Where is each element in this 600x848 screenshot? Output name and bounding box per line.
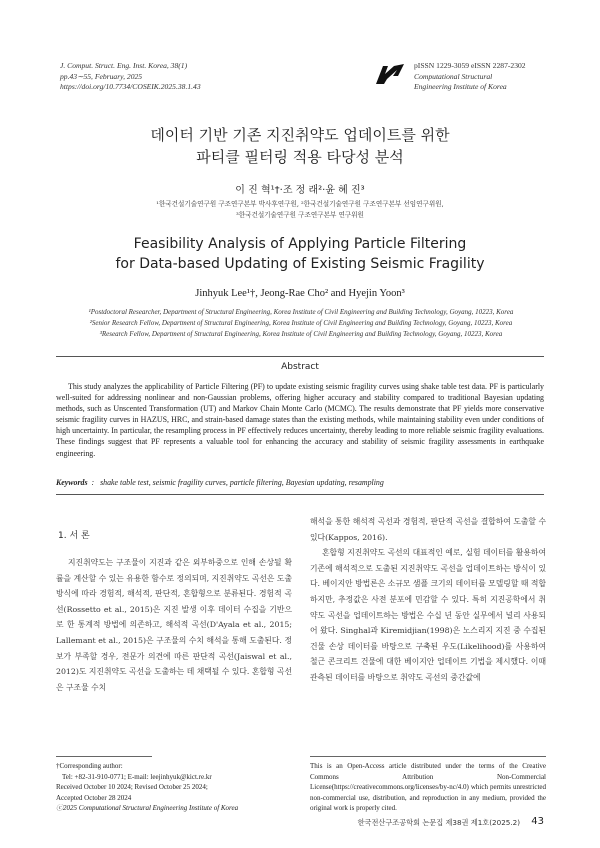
publisher-line: Engineering Institute of Korea (414, 82, 507, 91)
title-line: 파티클 필터링 적용 타당성 분석 (196, 148, 404, 166)
title-korean (0, 124, 600, 168)
affiliation-line: ¹한국건설기술연구원 구조연구본부 박사후연구원, ²한국건설기술연구원 구조연구본부 선임연구위원, (156, 200, 444, 208)
publisher-line: Computational Structural (414, 71, 493, 81)
coseik-logo-icon (374, 62, 406, 86)
keywords-text: shake table test, seismic fragility curves, particle filtering, Bayesian updating, resampling (100, 478, 384, 487)
footnote-rule (310, 756, 546, 757)
affiliation-line: ¹Postdoctoral Researcher, Department of Structural Engineering, Korea Institute of Civil Engineering and Building Technology, Goyang, 10223, Korea (88, 308, 514, 316)
affiliation-line: ³한국건설기술연구원 구조연구본부 연구위원 (236, 211, 364, 219)
body-column-right (310, 514, 546, 686)
body-column-left (56, 555, 292, 695)
journal-issn (414, 61, 564, 93)
abstract-top-rule (56, 356, 544, 357)
authors-korean: 이 진 혁¹†·조 정 래²·윤 혜 진³ (235, 185, 365, 196)
citation-line: J. Comput. Struct. Eng. Inst. Korea, 38(1) (60, 61, 188, 70)
title-line: Feasibility Analysis of Applying Particle Filtering (133, 236, 467, 252)
affiliations-korean (0, 199, 600, 221)
issn-line: pISSN 1229-3059 eISSN 2287-2302 (414, 61, 526, 70)
footnote-line: Accepted October 28 2024 (56, 793, 132, 802)
doi-link[interactable]: https://doi.org/10.7734/COSEIK.2025.38.1.43 (60, 82, 201, 91)
footnote-contact: Tel: +82-31-910-0771; E-mail: leejinhyuk@kict.re.kr (62, 772, 212, 781)
page-number: 43 (531, 816, 544, 827)
footnote-line: Received October 10 2024; Revised October 25 2024; (56, 783, 208, 792)
keywords (56, 478, 544, 487)
authors-english: Jinhyuk Lee¹†, Jeong-Rae Cho² and Hyejin Yoon³ (195, 288, 405, 299)
abstract-heading: Abstract (281, 362, 319, 372)
citation-line: pp.43∼55, February, 2025 (60, 71, 143, 81)
section-heading-introduction: 1. 서 론 (58, 531, 90, 541)
paragraph: 해석을 통한 해석적 곡선과 경험적, 판단적 곡선을 결합하여 도출할 수 있다(Kappos, 2016). (310, 517, 546, 542)
footnote-line: †Corresponding author: (56, 762, 123, 770)
paragraph: 혼합형 지진취약도 곡선의 대표적인 예로, 실험 데이터를 활용하여 기존에 해석적으로 도출된 지진취약도 곡선을 업데이트하는 방식이 있다. 베이지안 방법론은 소규모 샘플 크기의 데이터를 모델링할 때 적합하지만, 추정값은 사전 분포에 민감할 수 있다. 특히 지진공학에서 취약도 곡선을 업데이트하는 방법은 수십 년 동안 실무에서 널리 사용되어 왔다. Singhal과 Kiremidjian(1998)은 노스리지 지진 중 수집된 건물 손상 데이터를 바탕으로 구축된 우도(Likelihood)를 사용하여 철근 콘크리트 건물에 대한 베이지안 업데이트 기법을 제시했다. 이때 관측된 데이터를 바탕으로 취약도 곡선의 중간값에 (310, 548, 546, 682)
paragraph: 지진취약도는 구조물이 지진과 같은 외부하중으로 인해 손상될 확률을 계산할 수 있는 유용한 함수로 정의되며, 지진취약도 곡선은 도출 방식에 따라 경험적, 해석적, 판단적, 혼합형으로 분류된다. 경험적 곡선(Rossetto et al., 2015)은 지진 발생 이후 데이터 수집을 기반으로 한 통계적 방법에 의존하고, 해석적 곡선(D'Ayala et al., 2015; Lallemant et al., 2015)은 구조물의 수치 해석을 통해 도출된다. 정보가 부족할 경우, 전문가 의견에 따른 판단적 곡선(Jaiswal et al., 2012)도 지진취약도 곡선을 도출하는 데 채택될 수 있다. 혼합형 곡선은 구조물 수치 (56, 558, 292, 692)
copyright-line: ⓒ2025 Computational Structural Engineering Institute of Korea (56, 804, 239, 813)
license-note: This is an Open-Access article distributed under the terms of the Creative Commons Attribution Non-Commercial License(https://creativecommons.org/licenses/by-nc/4.0) which permits unrestricted non-commercial use, distribution, and reproduction in any medium, provided the original work is properly cited. (310, 762, 546, 813)
title-line: for Data-based Updating of Existing Seismic Fragility (115, 256, 485, 272)
affiliation-line: ²Senior Research Fellow, Department of Structural Engineering, Korea Institute of Civil Engineering and Building Technology, Goyang, 10223, Korea (89, 319, 513, 327)
abstract-bottom-rule (56, 494, 544, 495)
footer-journal-name: 한국전산구조공학회 논문집 제38권 제1호(2025.2) (357, 818, 520, 827)
keywords-label: Keywords (56, 478, 88, 487)
corresponding-author-note (56, 761, 296, 814)
footnote-rule (56, 756, 152, 757)
journal-citation (60, 61, 320, 93)
abstract-text: This study analyzes the applicability of Particle Filtering (PF) to update existing seismic fragility curves using shake table test data. PF is particularly well-suited for addressing nonlinear and non-Gaussian problems, offering higher accuracy and stability compared to traditional Bayesian updating methods, such as Unscented Transformation (UT) and Markov Chain Monte Carlo (MCMC). The results demonstrate that PF yields more conservative seismic fragility curves in HAZUS, HRC, and strain-based damage states than the existing methods, while maintaining stability even under conditions of high uncertainty. In particular, the resampling process in PF effectively reduces uncertainty, thereby leading to more reliable seismic fragility evaluations. These findings suggest that PF represents a valuable tool for enhancing the accuracy and stability of seismic fragility assessments in earthquake engineering. (56, 382, 544, 458)
affiliations-english (56, 307, 546, 340)
affiliation-line: ³Research Fellow, Department of Structural Engineering, Korea Institute of Civil Engineering and Building Technology, Goyang, 10223, Korea (99, 330, 503, 338)
title-line: 데이터 기반 기존 지진취약도 업데이트를 위한 (150, 126, 450, 144)
keywords-separator: : (89, 478, 99, 487)
title-english (0, 234, 600, 274)
